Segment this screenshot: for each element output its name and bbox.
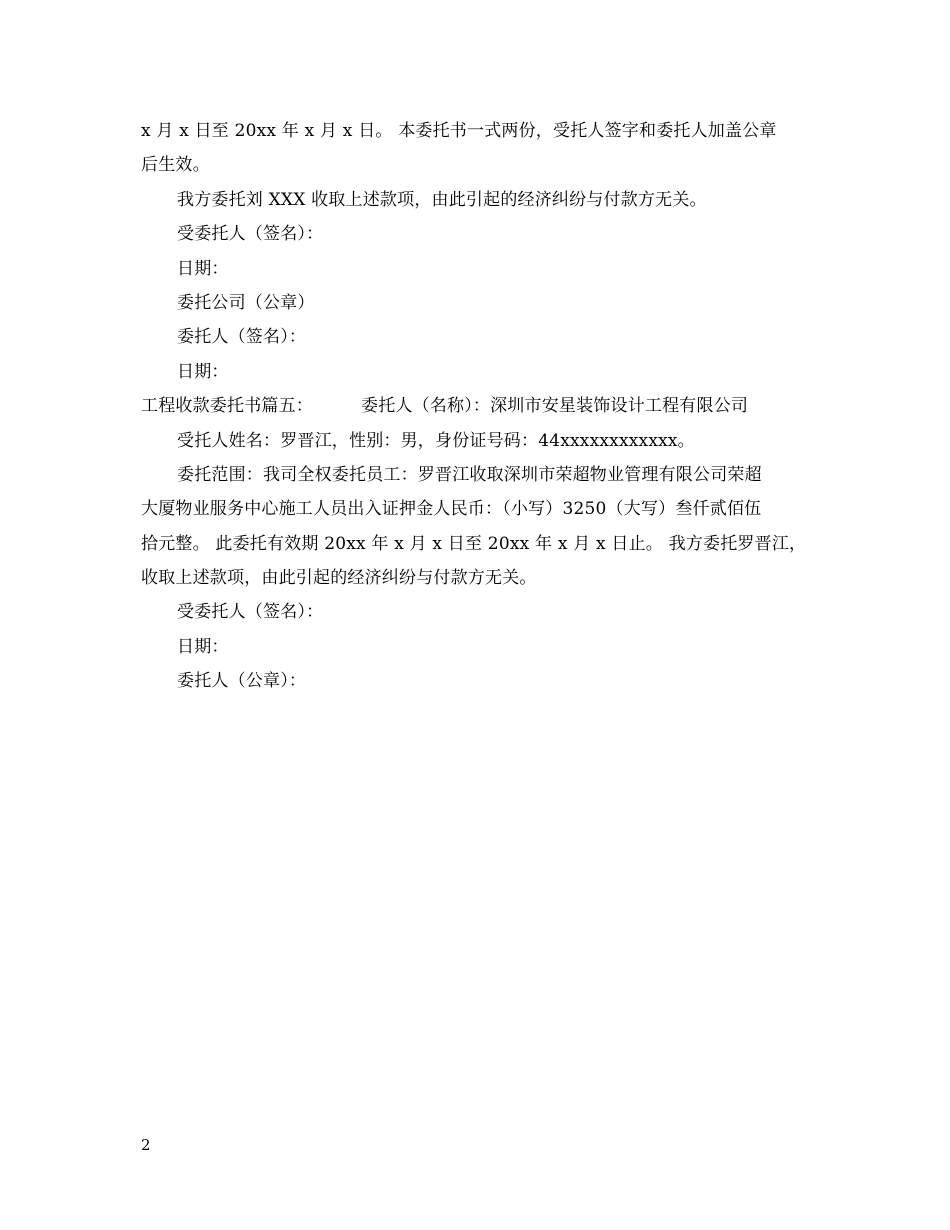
date-line: 日期：	[177, 258, 229, 279]
paragraph-line: 受托人姓名：罗晋江，性别：男，身份证号码：44xxxxxxxxxxxx。	[177, 430, 695, 451]
document-body	[141, 114, 821, 699]
signature-line-trustee: 受委托人（签名）：	[177, 602, 324, 623]
paragraph-line: 大厦物业服务中心施工人员出入证押金人民币：（小写）3250（大写）叁仟贰佰伍	[141, 499, 762, 520]
paragraph-line: 后生效。	[141, 155, 210, 176]
company-seal-line: 委托人（公章）：	[177, 671, 307, 692]
paragraph-line: 拾元整。 此委托有效期 20xx 年 x 月 x 日至 20xx 年 x 月 x 日止。 我方委托罗晋江，	[141, 533, 807, 554]
signature-line-principal: 委托人（签名）：	[177, 327, 307, 348]
paragraph-line: x 月 x 日至 20xx 年 x 月 x 日。 本委托书一式两份，受托人签字和委托人加盖公章	[141, 121, 777, 141]
signature-line-trustee: 受委托人（签名）：	[177, 224, 324, 245]
date-line: 日期：	[177, 361, 229, 382]
section-heading-title: 工程收款委托书篇五：	[141, 396, 313, 417]
date-line: 日期：	[177, 636, 229, 657]
paragraph-line: 委托范围：我司全权委托员工：罗晋江收取深圳市荣超物业管理有限公司荣超	[177, 464, 762, 485]
paragraph-line: 收取上述款项，由此引起的经济纠纷与付款方无关。	[141, 568, 537, 589]
paragraph-line: 我方委托刘 XXX 收取上述款项，由此引起的经济纠纷与付款方无关。	[177, 189, 707, 210]
company-seal-line: 委托公司（公章）	[177, 292, 315, 313]
page-number: 2	[141, 1136, 151, 1154]
section-heading	[141, 389, 821, 423]
section-heading-principal: 委托人（名称）：深圳市安星装饰设计工程有限公司	[361, 396, 749, 417]
